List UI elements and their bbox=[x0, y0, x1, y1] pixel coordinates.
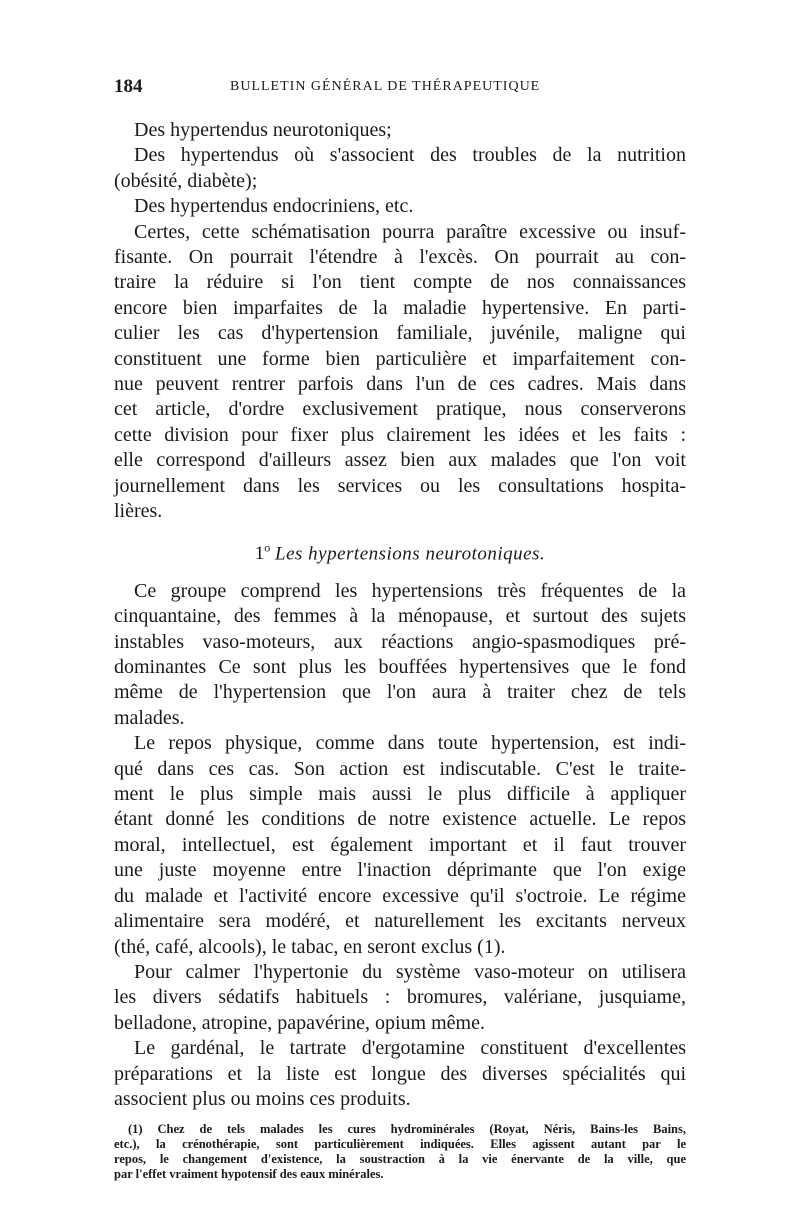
section-heading bbox=[114, 536, 686, 566]
footnote-line: etc.), la crénothérapie, sont particulièrement indiquées. Elles agissent autant par le bbox=[114, 1137, 686, 1152]
text-line: du malade et l'activité encore excessive qu'il s'octroie. Le régime bbox=[114, 884, 686, 907]
paragraph bbox=[114, 194, 686, 219]
text-line: Des hypertendus endocriniens, etc. bbox=[134, 195, 414, 218]
paragraph bbox=[114, 1036, 686, 1112]
text-line: Des hypertendus où s'associent des troubles de la nutrition bbox=[134, 144, 686, 167]
text-line: Le gardénal, le tartrate d'ergotamine constituent d'excellentes bbox=[134, 1037, 686, 1060]
text-line: journellement dans les services ou les consultations hospita- bbox=[114, 474, 686, 497]
text-line: étant donné les conditions de notre existence actuelle. Le repos bbox=[114, 808, 686, 831]
text-line: Le repos physique, comme dans toute hypertension, est indi- bbox=[134, 732, 686, 755]
text-line: (obésité, diabète); bbox=[114, 169, 258, 192]
text-line: traire la réduire si l'on tient compte de nos connaissances bbox=[114, 271, 686, 294]
footnote-line: par l'effet vraiment hypotensif des eaux minérales. bbox=[114, 1167, 384, 1182]
text-line: ment le plus simple mais aussi le plus difficile à appliquer bbox=[114, 783, 686, 806]
section-number bbox=[254, 540, 271, 564]
footnote bbox=[114, 1122, 686, 1182]
text-line: elle correspond d'ailleurs assez bien aux malades que l'on voit bbox=[114, 449, 686, 472]
text-line: Certes, cette schématisation pourra paraître excessive ou insuf- bbox=[134, 220, 686, 243]
text-line: Pour calmer l'hypertonie du système vaso-moteur on utilisera bbox=[134, 960, 686, 983]
text-line: Ce groupe comprend les hypertensions très fréquentes de la bbox=[134, 579, 686, 602]
text-line: les divers sédatifs habituels : bromures, valériane, jusquiame, bbox=[114, 986, 686, 1009]
paragraph bbox=[114, 143, 686, 194]
text-line: cet article, d'ordre exclusivement pratique, nous conserverons bbox=[114, 398, 686, 421]
section-number-digit: 1 bbox=[254, 542, 265, 564]
text-line: fisante. On pourrait l'étendre à l'excès. On pourrait au con- bbox=[114, 246, 686, 269]
footnote-line: (1) Chez de tels malades les cures hydrominérales (Royat, Néris, Bains-les Bains, bbox=[128, 1122, 686, 1137]
text-line: dominantes Ce sont plus les bouffées hypertensives que le fond bbox=[114, 656, 686, 679]
text-line: encore bien imparfaites de la maladie hypertensive. En parti- bbox=[114, 296, 686, 319]
text-line: constituent une forme bien particulière et imparfaitement con- bbox=[114, 347, 686, 370]
text-line: (thé, café, alcools), le tabac, en seront exclus (1). bbox=[114, 935, 506, 958]
running-title: BULLETIN GÉNÉRAL DE THÉRAPEUTIQUE bbox=[230, 79, 541, 94]
section-number-suffix: o bbox=[264, 540, 271, 555]
book-page bbox=[114, 76, 686, 1182]
section-title: Les hypertensions neurotoniques. bbox=[275, 542, 546, 564]
paragraph bbox=[114, 220, 686, 525]
footnote-line: repos, le changement d'existence, la soustraction à la vie énervante de la ville, que bbox=[114, 1152, 686, 1167]
text-line: même de l'hypertension que l'on aura à traiter chez de tels bbox=[114, 681, 686, 704]
paragraph bbox=[114, 960, 686, 1036]
text-line: qué dans ces cas. Son action est indiscutable. C'est le traite- bbox=[114, 757, 686, 780]
page-number: 184 bbox=[114, 76, 143, 97]
text-line: une juste moyenne entre l'inaction déprimante que l'on exige bbox=[114, 859, 686, 882]
paragraph bbox=[114, 731, 686, 960]
body-text-part-1 bbox=[114, 118, 686, 525]
text-line: alimentaire sera modéré, et naturellement les excitants nerveux bbox=[114, 910, 686, 933]
body-text-part-2 bbox=[114, 579, 686, 1113]
text-line: cette division pour fixer plus clairement les idées et les faits : bbox=[114, 423, 686, 446]
paragraph bbox=[114, 579, 686, 731]
page-header bbox=[114, 76, 686, 102]
text-line: malades. bbox=[114, 706, 185, 729]
text-line: lières. bbox=[114, 500, 163, 523]
text-line: belladone, atropine, papavérine, opium même. bbox=[114, 1011, 485, 1034]
text-line: cinquantaine, des femmes à la ménopause, et surtout des sujets bbox=[114, 605, 686, 628]
text-line: moral, intellectuel, est également important et il faut trouver bbox=[114, 833, 686, 856]
text-line: Des hypertendus neurotoniques; bbox=[134, 119, 392, 141]
text-line: instables vaso-moteurs, aux réactions angio-spasmodiques pré- bbox=[114, 630, 686, 653]
text-line: culier les cas d'hypertension familiale, juvénile, maligne qui bbox=[114, 322, 686, 345]
text-line: associent plus ou moins ces produits. bbox=[114, 1087, 411, 1110]
text-line: préparations et la liste est longue des diverses spécialités qui bbox=[114, 1062, 686, 1085]
text-line: nue peuvent rentrer parfois dans l'un de ces cadres. Mais dans bbox=[114, 373, 686, 396]
paragraph bbox=[114, 118, 686, 143]
